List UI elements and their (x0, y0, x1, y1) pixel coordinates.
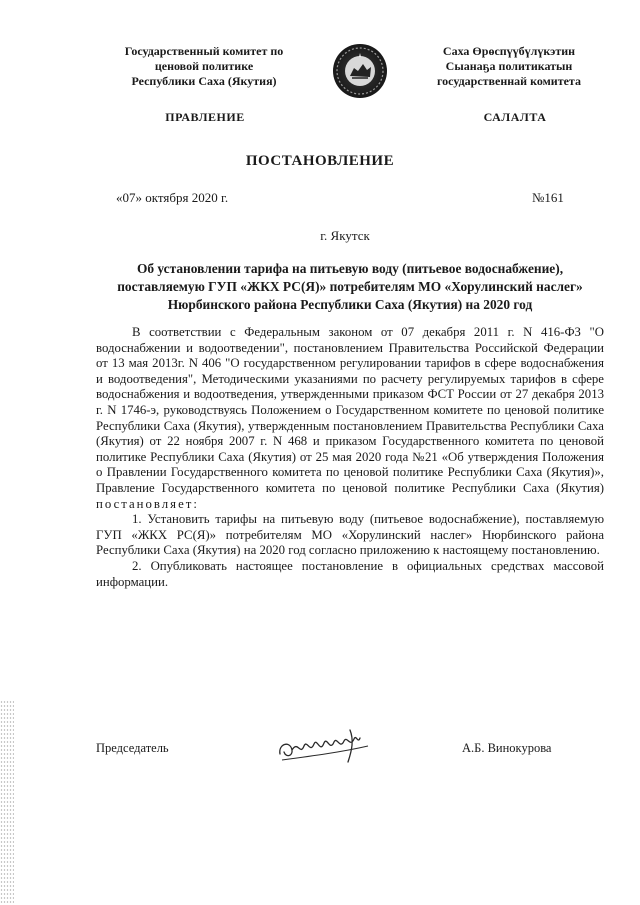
header-agency-yakut (402, 44, 616, 89)
document-date: «07» октября 2020 г. (116, 190, 229, 205)
document-body (96, 325, 604, 590)
item-1-paragraph: 1. Установить тарифы на питьевую воду (питьевое водоснабжение), поставляемую ГУП «ЖКХ РС(Я)» потребителям МО «Хорулинский наслег» Нюрбинского района Республики Саха (Якутия) на 2020 год согласно приложению к настоящему постановлению. (96, 512, 604, 558)
scan-edge-artifact (0, 700, 14, 905)
document-number: №161 (532, 190, 564, 205)
header-left-line-1: Государственный комитет по (124, 44, 284, 58)
header-agency-russian (98, 44, 310, 89)
header-right-line-2: Сыанаҕа политикатын (445, 59, 573, 73)
document-title: ПОСТАНОВЛЕНИЕ (245, 153, 395, 169)
document-subject: Об установлении тарифа на питьевую воду (питьевое водоснабжение), поставляемую ГУП «ЖКХ РС(Я)» потребителям МО «Хорулинский наслег» Нюрбинского района Республики Саха (Якутия) на 2020 год (117, 261, 583, 312)
board-label-russian: ПРАВЛЕНИЕ (165, 110, 245, 124)
header-left-line-2: ценовой политике (154, 59, 254, 73)
signatory-name: А.Б. Винокурова (462, 741, 552, 755)
handwritten-signature-icon (272, 722, 380, 770)
preamble-paragraph (96, 325, 604, 512)
board-label-yakut: САЛАЛТА (483, 110, 547, 124)
signatory-position: Председатель (96, 741, 169, 755)
header-right-line-3: государственнай комитета (437, 74, 581, 88)
resolves-word: постановляет: (96, 496, 199, 511)
header-left-line-3: Республики Саха (Якутия) (131, 74, 277, 88)
document-city: г. Якутск (320, 228, 370, 243)
item-2-paragraph: 2. Опубликовать настоящее постановление в официальных средствах массовой информации. (96, 558, 604, 589)
coat-of-arms-emblem-icon (330, 40, 390, 102)
preamble-text: В соответствии с Федеральным законом от 07 декабря 2011 г. N 416-ФЗ "О водоснабжении и водоотведении", постановлением Правительства Российской Федерации от 13 мая 2013г. N 406 "О государственном регулировании тарифов в сфере водоснабжения и водоотведения", Методическими указаниями по расчету регулируемых тарифов в сфере водоснабжения и водоотведения, утвержденными приказом ФСТ России от 27 декабря 2013 г. N 1746-э, руководствуясь Положением о Государственном комитете по ценовой политике Республики Саха (Якутия), утвержденным постановлением Правительства Республики Саха (Якутия) от 22 ноября 2007 г. N 468 и приказом Государственного комитета по ценовой политике Республики Саха (Якутия) от 25 мая 2020 года №21 «Об утверждения Положения о Правлении Государственного комитета по ценовой политике Республики Саха (Якутия)», Правление Государственного комитета по ценовой политике Республики Саха (Якутия) (96, 325, 604, 495)
header-right-line-1: Саха Өрөспүүбүлүкэтин (442, 44, 576, 58)
